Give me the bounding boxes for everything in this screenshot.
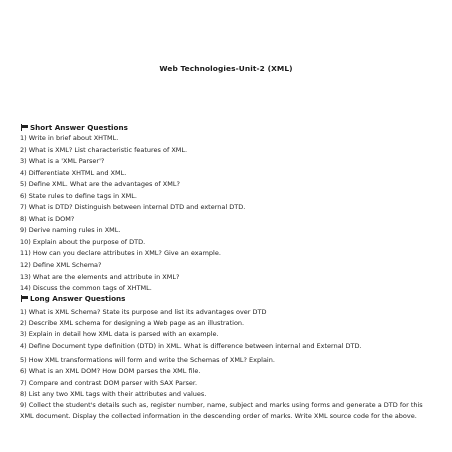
list-item: 7) What is DTD? Distinguish between internal DTD and external DTD. [20,203,246,212]
long-answer-list [20,307,438,426]
list-item: 7) Compare and contrast DOM parser with SAX Parser. [20,378,198,387]
list-item: 9) Derive naming rules in XML. [20,226,121,235]
list-item: 2) Describe XML schema for designing a Web page as an illustration. [20,319,245,328]
list-item: 11) How can you declare attributes in XML? Give an example. [20,249,221,258]
flag-icon [20,295,29,302]
long-answer-heading-label: Long Answer Questions [30,294,126,303]
list-item: 1) What is XML Schema? State its purpose and list its advantages over DTD [20,308,267,316]
short-answer-list [20,133,438,295]
list-item: 1) Write in brief about XHTML. [20,134,119,142]
list-item: 6) State rules to define tags in XML. [20,191,137,200]
list-item: 5) How XML transformations will form and write the Schemas of XML? Explain. [20,356,275,365]
short-answer-heading-label: Short Answer Questions [30,123,128,132]
short-answer-heading [20,123,128,132]
list-item: 10) Explain about the purpose of DTD. [20,237,146,246]
list-item: 4) Define Document type definition (DTD) in XML. What is difference between internal and External DTD. [20,341,362,350]
list-item: 4) Differentiate XHTML and XML. [20,168,127,177]
list-item: 12) Define XML Schema? [20,261,102,270]
list-item: 8) List any two XML tags with their attributes and values. [20,389,207,398]
list-item: 3) Explain in detail how XML data is parsed with an example. [20,330,219,339]
list-item: 9) Collect the student's details such as, register number, name, subject and marks using forms and generate a DTD for this XML document. Display the collected information in the descending order of marks. Write XML source code for the above. [20,400,423,420]
page-title: Web Technologies-Unit-2 (XML) [159,64,293,73]
list-item: 5) Define XML. What are the advantages of XML? [20,180,180,189]
list-item: 8) What is DOM? [20,214,75,223]
list-item: 13) What are the elements and attribute in XML? [20,272,180,281]
list-item: 6) What is an XML DOM? How DOM parses the XML file. [20,367,201,376]
list-item: 14) Discuss the common tags of XHTML. [20,284,152,293]
flag-icon [20,124,29,131]
long-answer-heading [20,294,125,303]
list-item: 2) What is XML? List characteristic features of XML. [20,145,188,154]
list-item: 3) What is a 'XML Parser'? [20,157,105,166]
